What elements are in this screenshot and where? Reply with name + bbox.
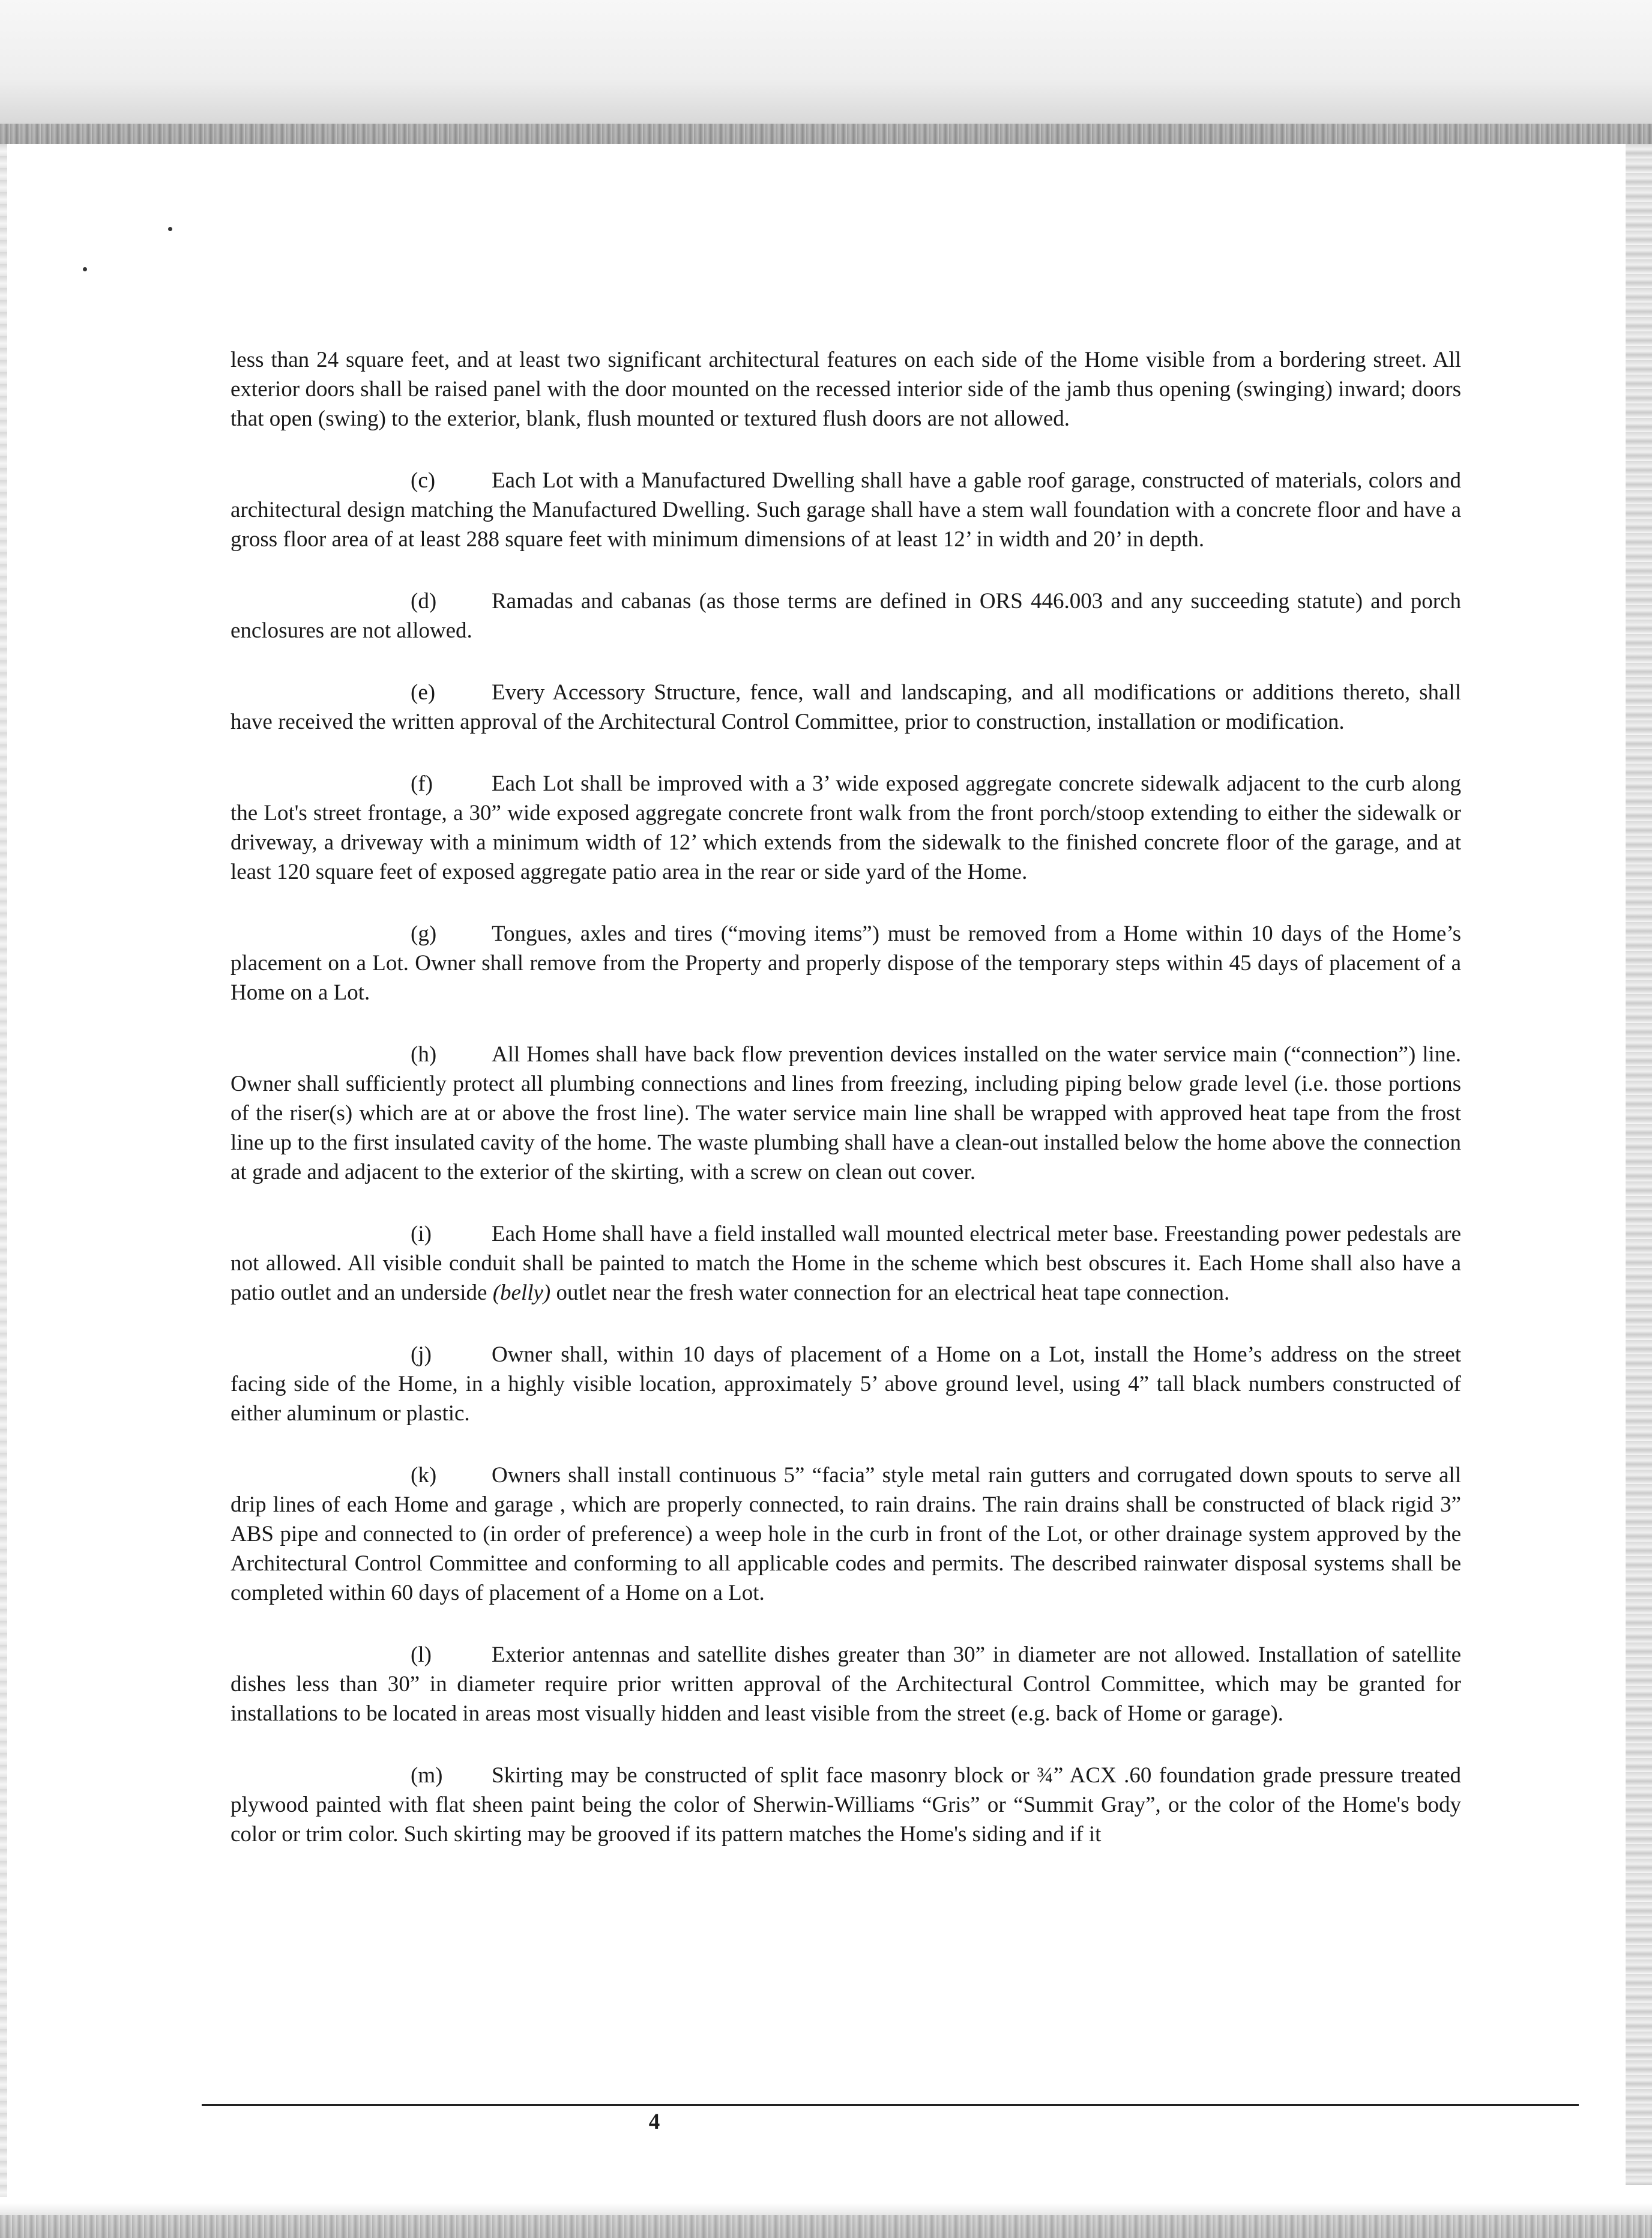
paragraph-label: (h)	[411, 1042, 437, 1067]
paragraph-text: less than 24 square feet, and at least two significant architectural features on each side of the Home visible from a bordering street. All exterior doors shall be raised panel with the door mounted on the recessed interior side of the jamb thus opening (swinging) inward; doors that open (swing) to the exterior, blank, flush mounted or textured flush doors are not allowed.	[231, 348, 1461, 431]
page-number: 4	[648, 2110, 660, 2134]
paragraph-j	[231, 1340, 1461, 1428]
paragraph-text: Skirting may be constructed of split face masonry block or ¾” ACX .60 foundation grade pressure treated plywood painted with flat sheen paint being the color of Sherwin-Williams “Gris” or “Summit Gray”, or the color of the Home's body color or trim color. Such skirting may be grooved if its pattern matches the Home's siding and if it	[231, 1763, 1461, 1847]
paragraph-text: Every Accessory Structure, fence, wall and landscaping, and all modifications or additions thereto, shall have received the written approval of the Architectural Control Committee, prior to construction, installation or modification.	[231, 680, 1461, 734]
paragraph-label: (m)	[411, 1763, 443, 1788]
paragraph-m	[231, 1761, 1461, 1849]
paragraph-text: All Homes shall have back flow prevention devices installed on the water service main (“connection”) line. Owner shall sufficiently protect all plumbing connections and lines from freezing, including piping below grade level (i.e. those portions of the riser(s) which are at or above the frost line). The water service main line shall be wrapped with approved heat tape from the frost line up to the first insulated cavity of the home. The waste plumbing shall have a clean-out installed below the home above the connection at grade and adjacent to the exterior of the skirting, with a screw on clean out cover.	[231, 1042, 1461, 1184]
paragraph-i	[231, 1219, 1461, 1308]
paragraph-text: Each Home shall have a field installed wall mounted electrical meter base. Freestanding power pedestals are not allowed. All visible conduit shall be painted to match the Home in the scheme which best obscures it. Each Home shall also have a patio outlet and an underside	[231, 1222, 1461, 1305]
paragraph-text: Each Lot with a Manufactured Dwelling shall have a gable roof garage, constructed of materials, colors and architectural design matching the Manufactured Dwelling. Such garage shall have a stem wall foundation with a concrete floor and have a gross floor area of at least 288 square feet with minimum dimensions of at least 12’ in width and 20’ in depth.	[231, 468, 1461, 552]
scan-border-right	[1626, 144, 1652, 2185]
paragraph-text: outlet near the fresh water connection for an electrical heat tape connection.	[550, 1280, 1230, 1305]
paragraph-text: Ramadas and cabanas (as those terms are defined in ORS 446.003 and any succeeding statute) and porch enclosures are not allowed.	[231, 589, 1461, 643]
scan-border-top	[0, 0, 1652, 144]
paragraph-label: (g)	[411, 921, 437, 946]
paragraph-text: Owner shall, within 10 days of placement of a Home on a Lot, install the Home’s address on the street facing side of the Home, in a highly visible location, approximately 5’ above ground level, using 4” tall black numbers constructed of either aluminum or plastic.	[231, 1342, 1461, 1426]
paragraph-label: (k)	[411, 1463, 437, 1488]
scan-edge-top	[0, 124, 1652, 144]
paragraph-k	[231, 1461, 1461, 1608]
paragraph-label: (d)	[411, 589, 437, 614]
paragraph-text: Tongues, axles and tires (“moving items”) must be removed from a Home within 10 days of the Home’s placement on a Lot. Owner shall remove from the Property and properly dispose of the temporary steps within 45 days of placement of a Home on a Lot.	[231, 921, 1461, 1005]
scan-edge-bottom	[0, 2215, 1652, 2238]
paragraph-label: (c)	[411, 468, 436, 493]
paragraph-label: (j)	[411, 1342, 432, 1367]
paragraph-text: Exterior antennas and satellite dishes greater than 30” in diameter are not allowed. Installation of satellite dishes less than 30” in diameter require prior written approval of the Architectural Control Committee, which may be granted for installations to be located in areas most visually hidden and least visible from the street (e.g. back of Home or garage).	[231, 1642, 1461, 1726]
paragraph-emphasis: (belly)	[492, 1280, 551, 1305]
paragraph-h	[231, 1040, 1461, 1187]
paragraph-label: (i)	[411, 1222, 432, 1246]
paragraph-text: Owners shall install continuous 5” “facia” style metal rain gutters and corrugated down spouts to serve all drip lines of each Home and garage , which are properly connected, to rain drains. The rain drains shall be constructed of black rigid 3” ABS pipe and connected to (in order of preference) a weep hole in the curb in front of the Lot, or other drainage system approved by the Architectural Control Committee and conforming to all applicable codes and permits. The described rainwater disposal systems shall be completed within 60 days of placement of a Home on a Lot.	[231, 1463, 1461, 1605]
paragraph-g	[231, 919, 1461, 1007]
document-page	[231, 345, 1461, 1881]
scan-speck	[168, 227, 172, 231]
scan-border-left	[0, 144, 7, 2197]
paragraph-f	[231, 769, 1461, 887]
paragraph-c	[231, 466, 1461, 554]
paragraph-label: (f)	[411, 771, 433, 796]
scan-speck	[83, 267, 87, 271]
paragraph-l	[231, 1640, 1461, 1728]
paragraph-text: Each Lot shall be improved with a 3’ wide exposed aggregate concrete sidewalk adjacent to the curb along the Lot's street frontage, a 30” wide exposed aggregate concrete front walk from the front porch/stoop extending to either the sidewalk or driveway, a driveway with a minimum width of 12’ which extends from the sidewalk to the finished concrete floor of the garage, and at least 120 square feet of exposed aggregate patio area in the rear or side yard of the Home.	[231, 771, 1461, 884]
paragraph-d	[231, 587, 1461, 645]
footer-rule	[202, 2104, 1579, 2106]
paragraph-label: (e)	[411, 680, 436, 705]
paragraph-continuation	[231, 345, 1461, 433]
paragraph-e	[231, 678, 1461, 737]
paragraph-label: (l)	[411, 1642, 432, 1667]
